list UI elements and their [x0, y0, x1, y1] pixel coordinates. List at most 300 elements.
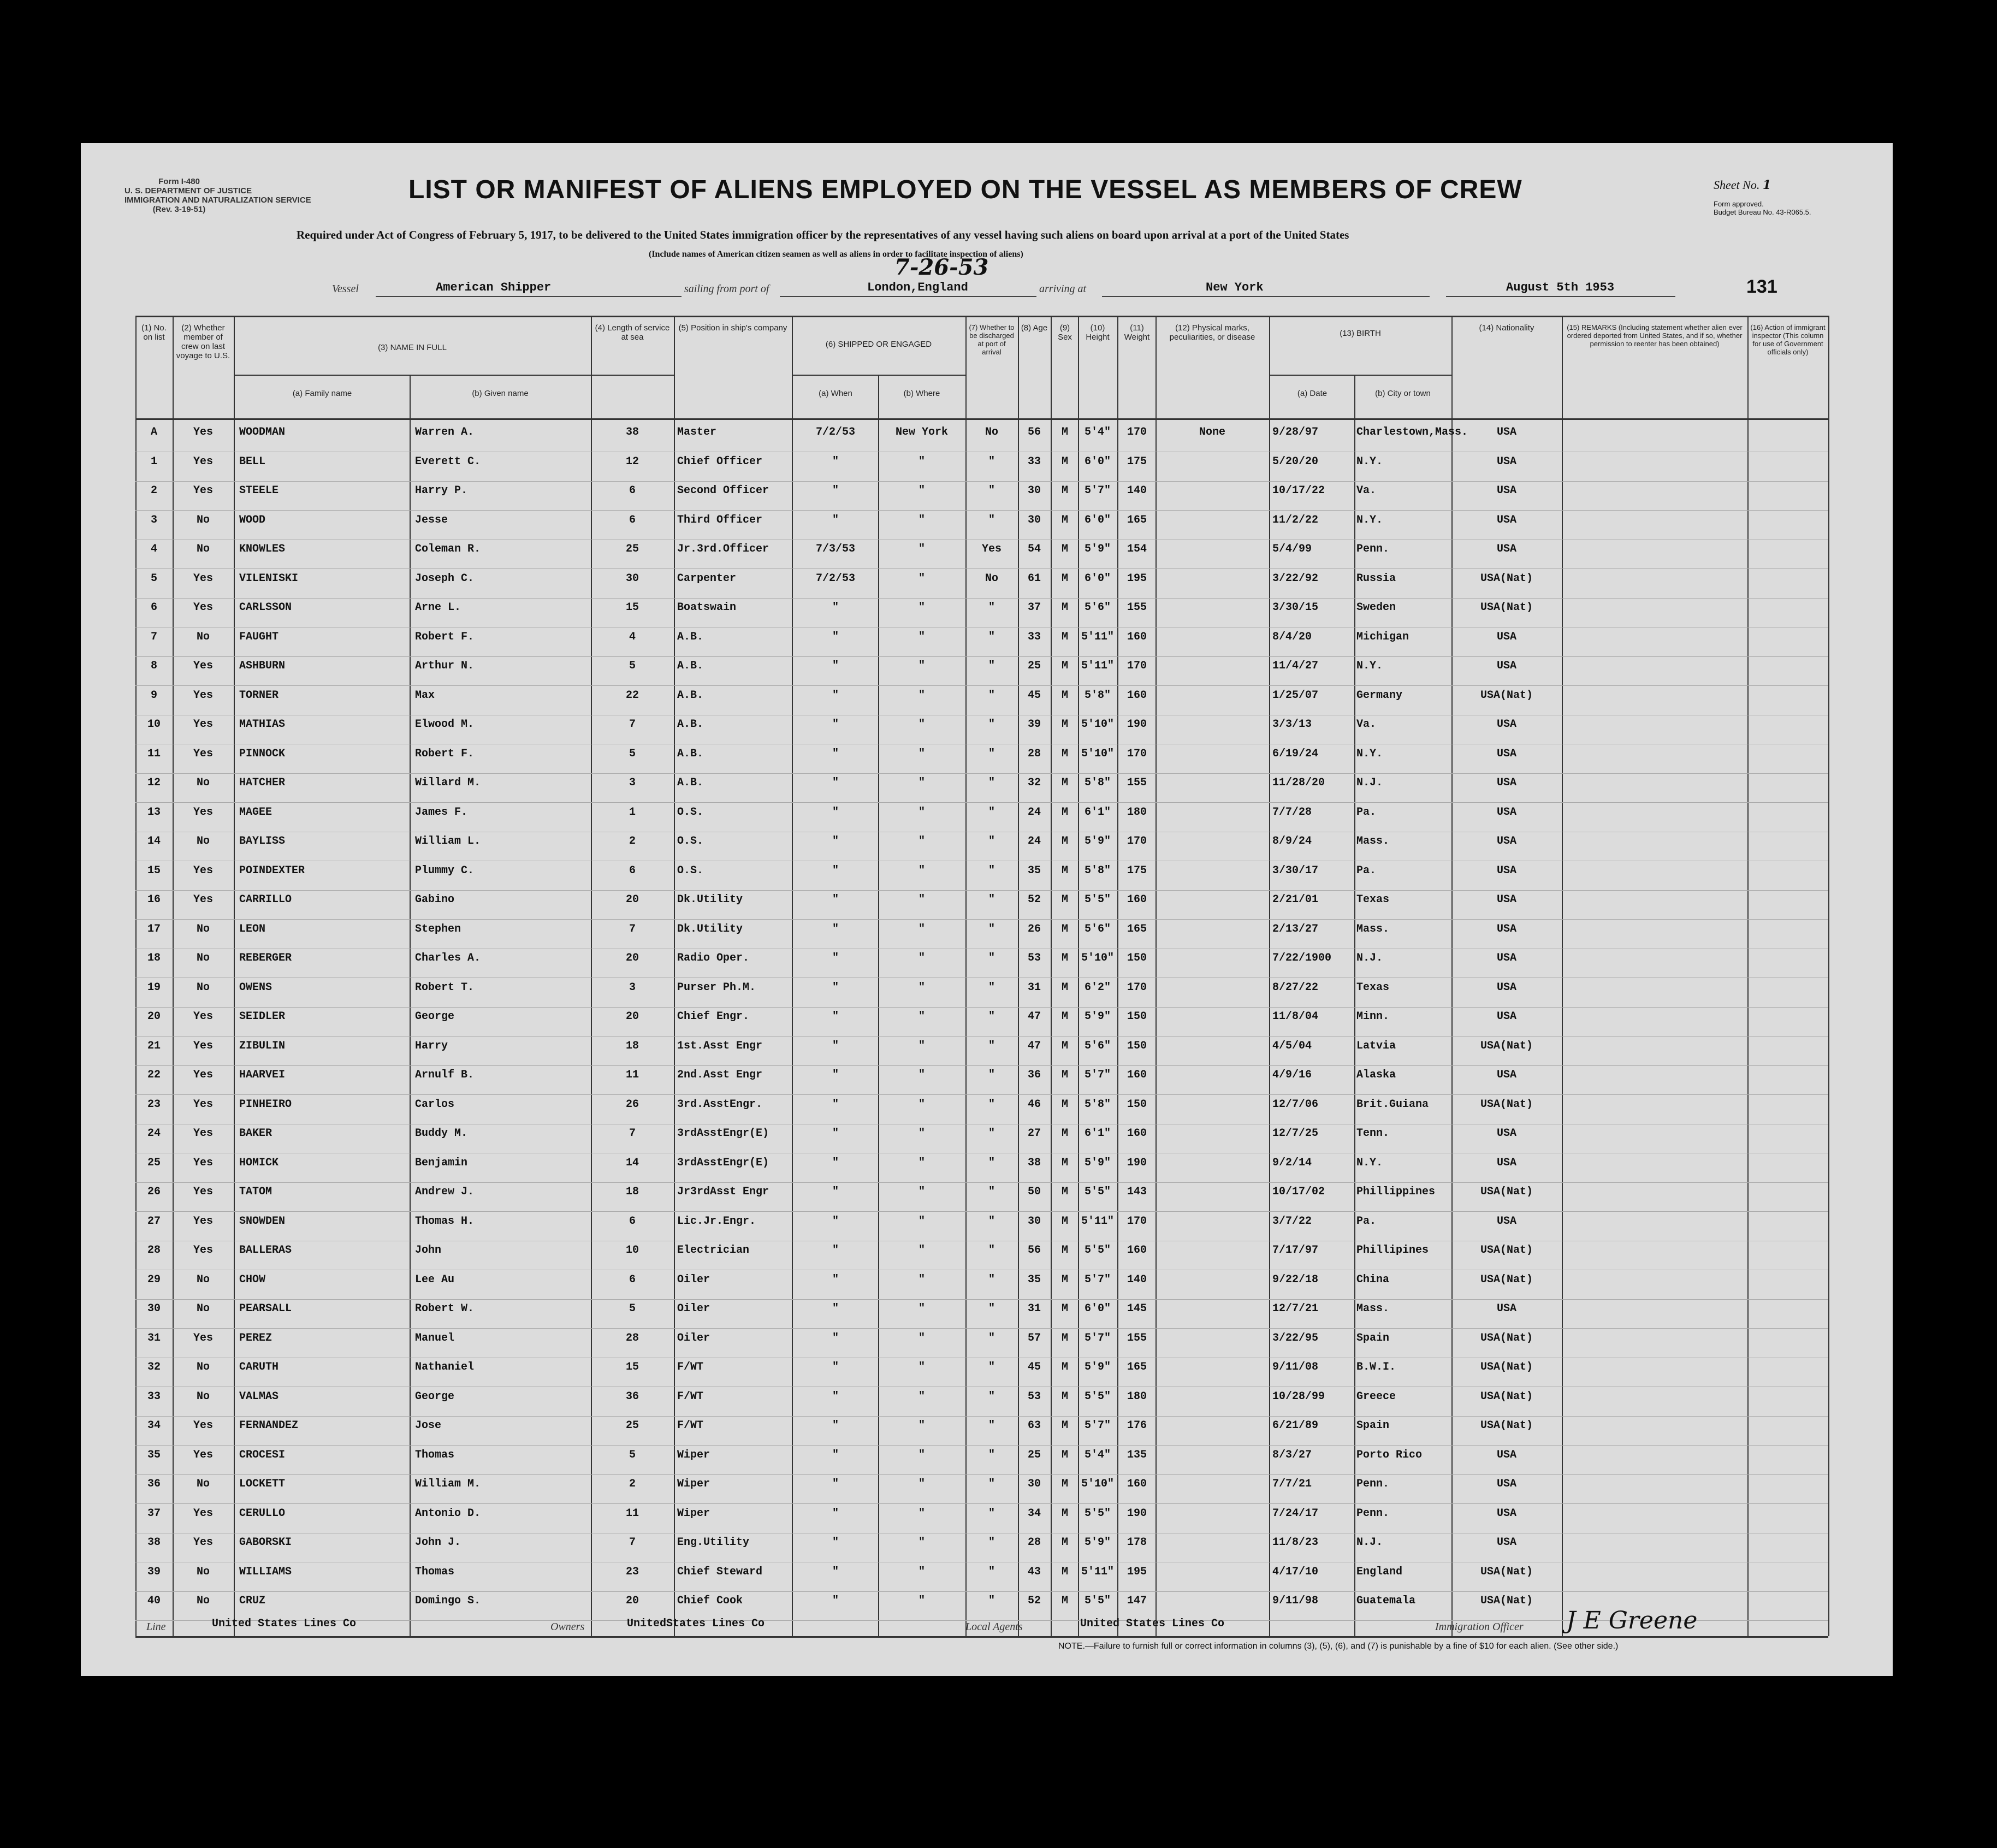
cell-height: 5'10" — [1081, 952, 1114, 964]
cell-city: Penn. — [1356, 1478, 1390, 1490]
vessel-label: Vessel — [332, 283, 359, 295]
cell-bdate: 7/24/17 — [1272, 1507, 1319, 1520]
cell-where: " — [918, 1478, 925, 1490]
cell-where: " — [918, 543, 925, 555]
cell-crew: Yes — [193, 1244, 213, 1257]
cell-service: 7 — [629, 1536, 636, 1549]
cell-crew: No — [196, 1478, 210, 1490]
cell-when: " — [832, 952, 839, 964]
table-row — [135, 1299, 1828, 1329]
port-from: London,England — [867, 281, 968, 294]
cell-position: Wiper — [677, 1478, 710, 1490]
cell-given: James F. — [415, 805, 468, 819]
cell-service: 5 — [629, 1302, 636, 1315]
cell-discharge: " — [988, 1098, 995, 1111]
cell-height: 5'5" — [1084, 1390, 1111, 1403]
cell-family: BAKER — [239, 1127, 272, 1140]
cell-family: WOODMAN — [239, 426, 286, 439]
cell-sex: M — [1061, 835, 1068, 848]
cell-bdate: 7/7/28 — [1272, 805, 1312, 819]
col-header-crew: (2) Whether member of crew on last voyage to U.S. — [176, 323, 230, 360]
cell-family: TATOM — [239, 1186, 272, 1198]
cell-age: 31 — [1027, 981, 1041, 994]
cell-height: 5'5" — [1084, 893, 1111, 906]
cell-bdate: 7/22/1900 — [1272, 952, 1332, 964]
cell-sex: M — [1061, 455, 1068, 468]
cell-height: 6'0" — [1084, 455, 1111, 468]
cell-height: 5'7" — [1084, 484, 1111, 497]
cell-age: 31 — [1027, 1302, 1041, 1315]
cell-height: 5'5" — [1084, 1186, 1111, 1198]
cell-discharge: " — [988, 1331, 995, 1344]
cell-bdate: 12/7/06 — [1272, 1098, 1319, 1111]
cell-crew: Yes — [193, 864, 213, 877]
cell-when: " — [832, 893, 839, 906]
cell-height: 5'9" — [1084, 1010, 1111, 1023]
cell-city: Pa. — [1356, 1215, 1377, 1228]
cell-given: Arnulf B. — [415, 1069, 475, 1081]
cell-no: 4 — [150, 543, 157, 555]
cell-position: Radio Oper. — [677, 952, 750, 964]
cell-marks: None — [1199, 426, 1225, 439]
col-header-city: (b) City or town — [1375, 389, 1431, 398]
cell-service: 1 — [629, 805, 636, 819]
cell-sex: M — [1061, 543, 1068, 555]
cell-nat: USA — [1496, 718, 1516, 731]
table-row — [135, 656, 1828, 686]
cell-given: Carlos — [415, 1098, 455, 1111]
cell-where: " — [918, 952, 925, 964]
cell-service: 3 — [629, 777, 636, 789]
cell-when: " — [832, 1478, 839, 1490]
vessel-name: American Shipper — [436, 281, 552, 294]
cell-given: George — [415, 1390, 455, 1403]
cell-crew: Yes — [193, 1039, 213, 1052]
cell-weight: 160 — [1127, 1127, 1147, 1140]
cell-when: " — [832, 1215, 839, 1228]
cell-crew: No — [196, 1361, 210, 1373]
cell-discharge: " — [988, 1361, 995, 1373]
table-row — [135, 423, 1828, 452]
date-underline — [1446, 296, 1675, 297]
cell-no: 1 — [150, 455, 157, 468]
cell-position: 3rdAsstEngr(E) — [677, 1156, 769, 1169]
cell-city: N.J. — [1356, 952, 1383, 964]
cell-position: Boatswain — [677, 601, 737, 614]
cell-position: Chief Cook — [677, 1595, 743, 1607]
cell-city: Tenn. — [1356, 1127, 1390, 1140]
subheader-rule — [1269, 375, 1451, 376]
table-row — [135, 540, 1828, 569]
cell-service: 5 — [629, 660, 636, 672]
cell-bdate: 10/28/99 — [1272, 1390, 1325, 1403]
cell-family: PEREZ — [239, 1331, 272, 1344]
cell-nat: USA — [1496, 747, 1516, 760]
col-header-height: (10) Height — [1086, 323, 1110, 342]
port-to-underline — [1102, 296, 1430, 297]
cell-city: Pa. — [1356, 805, 1377, 819]
cell-discharge: " — [988, 1448, 995, 1461]
cell-height: 5'7" — [1084, 1419, 1111, 1432]
cell-where: " — [918, 1156, 925, 1169]
cell-where: " — [918, 630, 925, 643]
cell-weight: 175 — [1127, 455, 1147, 468]
table-row — [135, 715, 1828, 744]
cell-given: Everett C. — [415, 455, 481, 468]
cell-position: A.B. — [677, 718, 704, 731]
subtitle: Required under Act of Congress of February 5, 1917, to be delivered to the United States immigration officer by the representatives of any vessel having such aliens on board upon arrival at a port of the United States — [297, 228, 1349, 241]
page-title: LIST OR MANIFEST OF ALIENS EMPLOYED ON THE VESSEL AS MEMBERS OF CREW — [408, 175, 1522, 204]
cell-city: Porto Rico — [1356, 1448, 1423, 1461]
cell-crew: No — [196, 513, 210, 526]
cell-city: N.Y. — [1356, 747, 1383, 760]
cell-age: 52 — [1027, 1595, 1041, 1607]
cell-bdate: 10/17/02 — [1272, 1186, 1325, 1198]
cell-service: 12 — [625, 455, 639, 468]
table-row — [135, 1007, 1828, 1036]
form-approved — [1714, 200, 1811, 216]
cell-discharge: " — [988, 1273, 995, 1286]
cell-when: 7/2/53 — [815, 572, 855, 585]
cell-sex: M — [1061, 1215, 1068, 1228]
table-row — [135, 1504, 1828, 1533]
cell-sex: M — [1061, 572, 1068, 585]
cell-age: 56 — [1027, 426, 1041, 439]
cell-where: " — [918, 718, 925, 731]
cell-family: PEARSALL — [239, 1302, 292, 1315]
cell-age: 47 — [1027, 1010, 1041, 1023]
cell-where: " — [918, 805, 925, 819]
cell-given: Robert F. — [415, 747, 475, 760]
cell-height: 6'1" — [1084, 805, 1111, 819]
table-row — [135, 890, 1828, 920]
cell-weight: 155 — [1127, 777, 1147, 789]
cell-city: Russia — [1356, 572, 1396, 585]
cell-nat: USA — [1496, 1069, 1516, 1081]
cell-service: 6 — [629, 1215, 636, 1228]
cell-bdate: 11/4/27 — [1272, 660, 1319, 672]
sailing-label: sailing from port of — [684, 283, 769, 295]
cell-given: Stephen — [415, 922, 461, 935]
cell-given: Robert W. — [415, 1302, 475, 1315]
cell-where: " — [918, 1536, 925, 1549]
cell-city: Texas — [1356, 893, 1390, 906]
cell-where: " — [918, 1419, 925, 1432]
cell-city: Texas — [1356, 981, 1390, 994]
cell-no: 24 — [147, 1127, 161, 1140]
cell-where: " — [918, 1039, 925, 1052]
cell-position: 2nd.Asst Engr — [677, 1069, 763, 1081]
cell-sex: M — [1061, 1186, 1068, 1198]
cell-city: Phillippines — [1356, 1186, 1436, 1198]
cell-crew: Yes — [193, 455, 213, 468]
col-header-no: (1) No. on list — [141, 323, 167, 342]
col-header-remarks: (15) REMARKS (Including statement whether alien ever ordered deported from United States, and if so, whether permission to reenter has been obtained) — [1567, 323, 1743, 348]
cell-crew: No — [196, 1302, 210, 1315]
cell-service: 5 — [629, 747, 636, 760]
cell-city: Sweden — [1356, 601, 1396, 614]
cell-city: Mass. — [1356, 1302, 1390, 1315]
cell-when: " — [832, 455, 839, 468]
line-label: Line — [146, 1621, 166, 1633]
cell-given: Jesse — [415, 513, 448, 526]
table-row — [135, 569, 1828, 599]
cell-age: 30 — [1027, 484, 1041, 497]
cell-crew: Yes — [193, 1536, 213, 1549]
cell-bdate: 9/11/98 — [1272, 1595, 1319, 1607]
port-to: New York — [1206, 281, 1264, 294]
col-header-inspector: (16) Action of immigrant inspector (This column for use of Government officials only) — [1750, 323, 1826, 356]
cell-crew: Yes — [193, 1507, 213, 1520]
cell-city: Va. — [1356, 718, 1377, 731]
cell-bdate: 8/27/22 — [1272, 981, 1319, 994]
cell-sex: M — [1061, 1039, 1068, 1052]
cell-sex: M — [1061, 1595, 1068, 1607]
cell-weight: 145 — [1127, 1302, 1147, 1315]
cell-bdate: 8/4/20 — [1272, 630, 1312, 643]
cell-service: 2 — [629, 1478, 636, 1490]
cell-service: 20 — [625, 952, 639, 964]
cell-when: " — [832, 1098, 839, 1111]
cell-service: 14 — [625, 1156, 639, 1169]
cell-height: 5'6" — [1084, 601, 1111, 614]
cell-weight: 140 — [1127, 1273, 1147, 1286]
cell-when: " — [832, 1302, 839, 1315]
cell-position: Jr.3rd.Officer — [677, 543, 769, 555]
cell-crew: Yes — [193, 1069, 213, 1081]
cell-where: " — [918, 1098, 925, 1111]
cell-given: John — [415, 1244, 442, 1257]
table-row — [135, 598, 1828, 627]
subnote: (Include names of American citizen seamen as well as aliens in order to facilitate inspection of aliens) — [649, 250, 1023, 259]
table-row — [135, 627, 1828, 657]
col-header-marks: (12) Physical marks, peculiarities, or disease — [1169, 323, 1255, 342]
cell-nat: USA — [1496, 543, 1516, 555]
table-row — [135, 1212, 1828, 1241]
cell-position: Chief Engr. — [677, 1010, 750, 1023]
cell-where: " — [918, 1244, 925, 1257]
cell-family: OWENS — [239, 981, 272, 994]
cell-height: 5'8" — [1084, 689, 1111, 702]
cell-bdate: 4/9/16 — [1272, 1069, 1312, 1081]
cell-sex: M — [1061, 1098, 1068, 1111]
cell-height: 5'9" — [1084, 1361, 1111, 1373]
cell-discharge: " — [988, 513, 995, 526]
cell-position: A.B. — [677, 630, 704, 643]
cell-sex: M — [1061, 864, 1068, 877]
cell-sex: M — [1061, 1302, 1068, 1315]
cell-city: Greece — [1356, 1390, 1396, 1403]
cell-weight: 190 — [1127, 1156, 1147, 1169]
table-row — [135, 1562, 1828, 1592]
cell-position: F/WT — [677, 1361, 704, 1373]
cell-crew: No — [196, 630, 210, 643]
cell-city: N.Y. — [1356, 660, 1383, 672]
table-row — [135, 481, 1828, 511]
cell-nat: USA(Nat) — [1480, 1039, 1533, 1052]
cell-weight: 150 — [1127, 1010, 1147, 1023]
col-header-nationality: (14) Nationality — [1479, 323, 1534, 333]
cell-where: " — [918, 747, 925, 760]
cell-nat: USA — [1496, 484, 1516, 497]
table-row — [135, 686, 1828, 715]
cell-position: F/WT — [677, 1390, 704, 1403]
cell-age: 34 — [1027, 1507, 1041, 1520]
cell-crew: No — [196, 543, 210, 555]
cell-position: Jr3rdAsst Engr — [677, 1186, 769, 1198]
sheet-label: Sheet No. — [1714, 178, 1760, 192]
cell-no: 32 — [147, 1361, 161, 1373]
cell-given: Willard M. — [415, 777, 481, 789]
cell-bdate: 11/8/04 — [1272, 1010, 1319, 1023]
vessel-underline — [376, 296, 682, 297]
cell-nat: USA(Nat) — [1480, 1390, 1533, 1403]
cell-bdate: 3/3/13 — [1272, 718, 1312, 731]
cell-crew: No — [196, 952, 210, 964]
cell-weight: 150 — [1127, 1039, 1147, 1052]
cell-given: Thomas — [415, 1565, 455, 1578]
cell-height: 5'9" — [1084, 1536, 1111, 1549]
cell-service: 18 — [625, 1039, 639, 1052]
cell-crew: Yes — [193, 1010, 213, 1023]
cell-discharge: " — [988, 630, 995, 643]
cell-crew: Yes — [193, 805, 213, 819]
cell-age: 24 — [1027, 805, 1041, 819]
cell-sex: M — [1061, 1536, 1068, 1549]
cell-nat: USA — [1496, 1215, 1516, 1228]
col-header-shipped: (6) SHIPPED OR ENGAGED — [825, 340, 932, 349]
cell-family: VILENISKI — [239, 572, 299, 585]
cell-service: 11 — [625, 1507, 639, 1520]
cell-city: Spain — [1356, 1331, 1390, 1344]
cell-sex: M — [1061, 1010, 1068, 1023]
cell-family: CHOW — [239, 1273, 266, 1286]
cell-discharge: " — [988, 893, 995, 906]
cell-service: 20 — [625, 893, 639, 906]
cell-discharge: " — [988, 835, 995, 848]
cell-where: " — [918, 1390, 925, 1403]
cell-position: O.S. — [677, 864, 704, 877]
cell-no: 30 — [147, 1302, 161, 1315]
cell-age: 43 — [1027, 1565, 1041, 1578]
cell-sex: M — [1061, 777, 1068, 789]
cell-no: 13 — [147, 805, 161, 819]
cell-bdate: 3/30/15 — [1272, 601, 1319, 614]
cell-crew: No — [196, 1565, 210, 1578]
cell-nat: USA — [1496, 777, 1516, 789]
cell-bdate: 9/11/08 — [1272, 1361, 1319, 1373]
cell-where: " — [918, 1361, 925, 1373]
cell-given: Nathaniel — [415, 1361, 475, 1373]
cell-discharge: " — [988, 1244, 995, 1257]
cell-height: 5'10" — [1081, 747, 1114, 760]
cell-weight: 195 — [1127, 572, 1147, 585]
cell-age: 25 — [1027, 660, 1041, 672]
cell-weight: 155 — [1127, 1331, 1147, 1344]
cell-discharge: " — [988, 805, 995, 819]
cell-weight: 160 — [1127, 893, 1147, 906]
cell-discharge: " — [988, 1536, 995, 1549]
cell-family: WOOD — [239, 513, 266, 526]
cell-no: 18 — [147, 952, 161, 964]
cell-age: 50 — [1027, 1186, 1041, 1198]
cell-height: 5'11" — [1081, 660, 1114, 672]
cell-given: William M. — [415, 1478, 481, 1490]
cell-crew: Yes — [193, 572, 213, 585]
cell-city: Brit.Guiana — [1356, 1098, 1429, 1111]
cell-where: " — [918, 893, 925, 906]
cell-position: O.S. — [677, 835, 704, 848]
cell-where: " — [918, 689, 925, 702]
cell-given: John J. — [415, 1536, 461, 1549]
cell-height: 6'2" — [1084, 981, 1111, 994]
cell-sex: M — [1061, 1478, 1068, 1490]
cell-position: Master — [677, 426, 717, 439]
cell-position: O.S. — [677, 805, 704, 819]
cell-sex: M — [1061, 1448, 1068, 1461]
col-header-age: (8) Age — [1021, 323, 1048, 333]
cell-age: 45 — [1027, 1361, 1041, 1373]
cell-position: Purser Ph.M. — [677, 981, 756, 994]
cell-nat: USA — [1496, 1302, 1516, 1315]
cell-nat: USA — [1496, 835, 1516, 848]
cell-no: 39 — [147, 1565, 161, 1578]
cell-when: " — [832, 513, 839, 526]
cell-bdate: 8/9/24 — [1272, 835, 1312, 848]
cell-position: Eng.Utility — [677, 1536, 750, 1549]
table-row — [135, 1036, 1828, 1066]
cell-city: Minn. — [1356, 1010, 1390, 1023]
cell-weight: 180 — [1127, 1390, 1147, 1403]
cell-height: 5'7" — [1084, 1273, 1111, 1286]
cell-crew: No — [196, 1595, 210, 1607]
cell-discharge: " — [988, 660, 995, 672]
cell-crew: Yes — [193, 1331, 213, 1344]
officer-label: Immigration Officer — [1435, 1621, 1524, 1633]
cell-height: 5'9" — [1084, 1156, 1111, 1169]
cell-discharge: " — [988, 1069, 995, 1081]
cell-no: 22 — [147, 1069, 161, 1081]
cell-where: " — [918, 864, 925, 877]
cell-sex: M — [1061, 1127, 1068, 1140]
cell-age: 36 — [1027, 1069, 1041, 1081]
cell-age: 57 — [1027, 1331, 1041, 1344]
cell-service: 15 — [625, 601, 639, 614]
cell-no: 36 — [147, 1478, 161, 1490]
subheader-rule — [234, 375, 674, 376]
cell-no: 10 — [147, 718, 161, 731]
cell-given: Buddy M. — [415, 1127, 468, 1140]
cell-position: Oiler — [677, 1331, 710, 1344]
cell-nat: USA — [1496, 426, 1516, 439]
cell-bdate: 4/5/04 — [1272, 1039, 1312, 1052]
cell-weight: 170 — [1127, 835, 1147, 848]
cell-bdate: 9/22/18 — [1272, 1273, 1319, 1286]
cell-when: " — [832, 1331, 839, 1344]
cell-no: 6 — [150, 601, 157, 614]
cell-nat: USA(Nat) — [1480, 1331, 1533, 1344]
cell-nat: USA(Nat) — [1480, 1273, 1533, 1286]
col-header-where: (b) Where — [903, 389, 940, 398]
table-row — [135, 1124, 1828, 1153]
cell-discharge: No — [985, 426, 998, 439]
cell-nat: USA — [1496, 952, 1516, 964]
cell-sex: M — [1061, 747, 1068, 760]
cell-nat: USA(Nat) — [1480, 1565, 1533, 1578]
cell-weight: 165 — [1127, 922, 1147, 935]
col-header-service: (4) Length of service at sea — [595, 323, 670, 342]
cell-where: " — [918, 1595, 925, 1607]
